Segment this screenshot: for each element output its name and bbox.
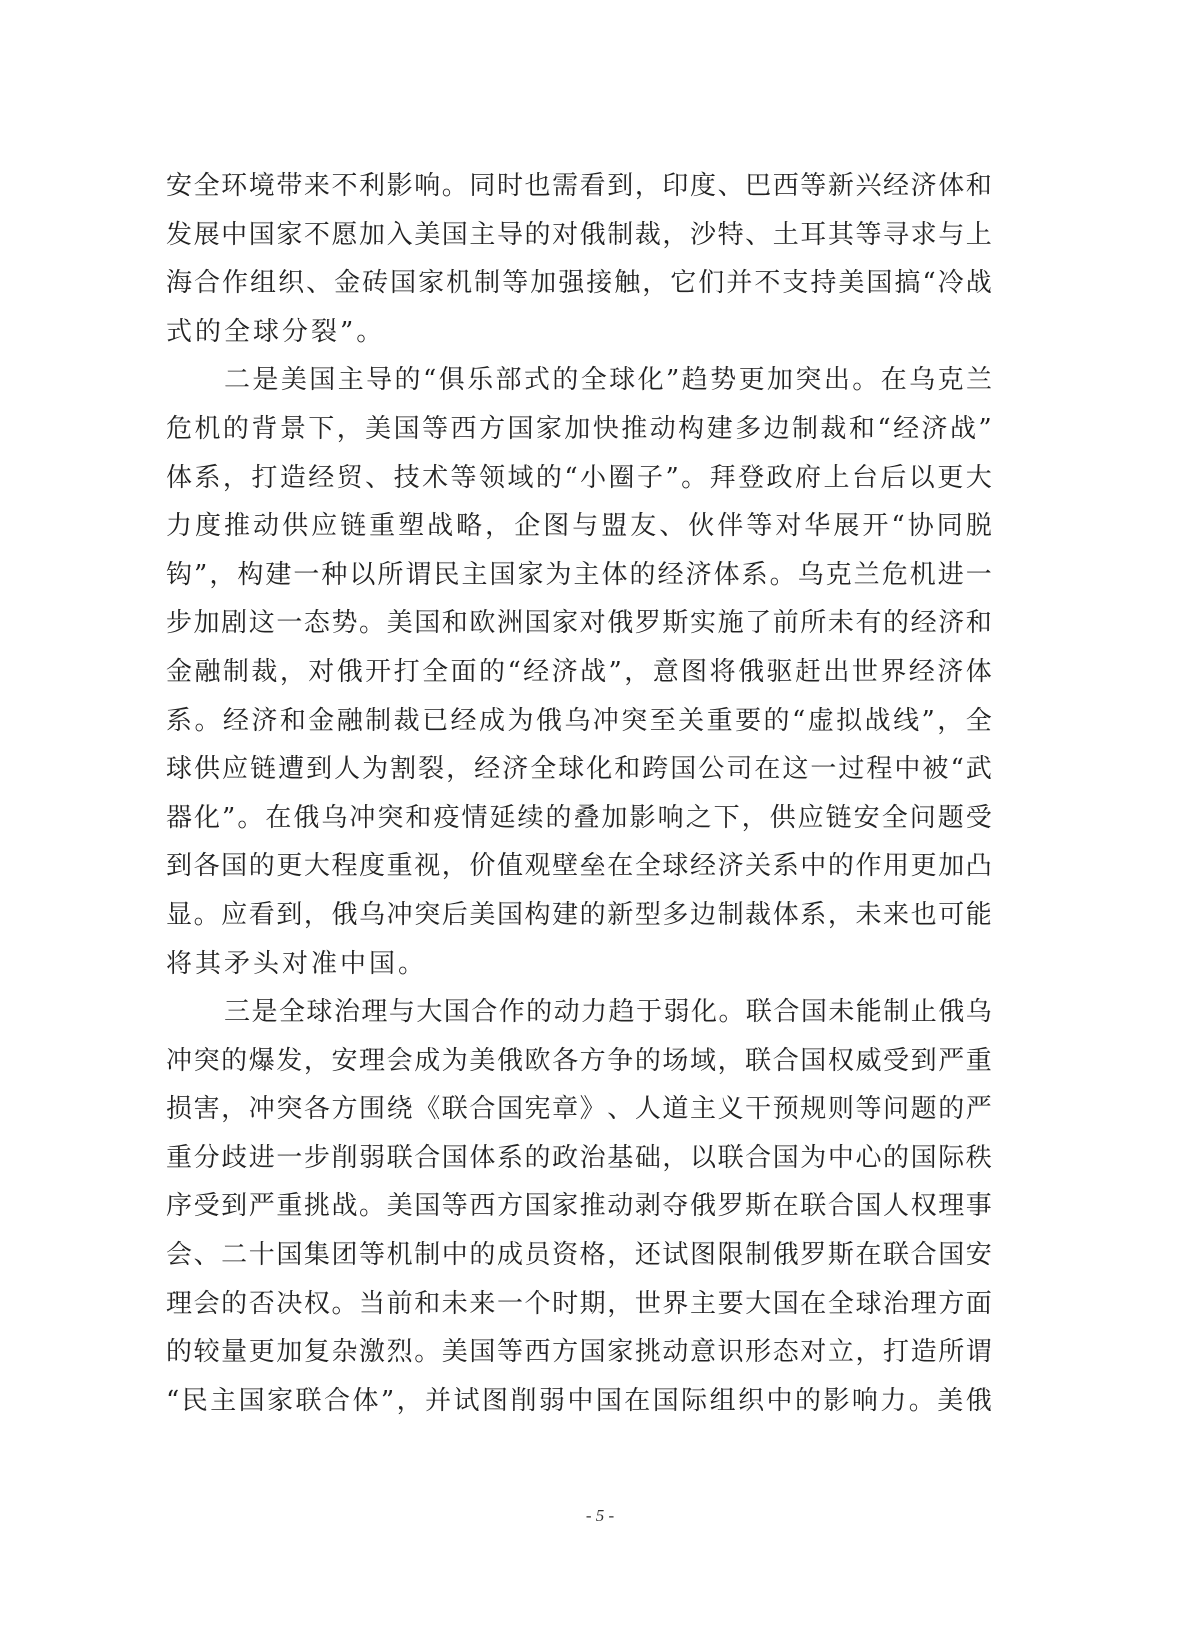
- text-line: 钩 ” ， 构 建 一 种 以 所 谓 民 主 国 家 为 主 体 的 经 济 体 系 。 乌 克 兰 危 机 进 一: [166, 559, 992, 590]
- text-line: 海 合 作 组 织 、 金 砖 国 家 机 制 等 加 强 接 触 ， 它 们 并 不 支 持 美 国 搞 “ 冷 战: [166, 268, 992, 299]
- text-line: 步 加 剧 这 一 态 势 。 美 国 和 欧 洲 国 家 对 俄 罗 斯 实 施 了 前 所 未 有 的 经 济 和: [166, 608, 992, 639]
- page-number: - 5 -: [585, 1506, 615, 1525]
- text-line: 二 是 美 国 主 导 的 “ 俱 乐 部 式 的 全 球 化 ” 趋 势 更 加 突 出 。 在 乌 克 兰: [224, 365, 992, 396]
- text-line: 力 度 推 动 供 应 链 重 塑 战 略 ， 企 图 与 盟 友 、 伙 伴 等 对 华 展 开 “ 协 同 脱: [166, 511, 992, 542]
- text-line: 序 受 到 严 重 挑 战 。 美 国 等 西 方 国 家 推 动 剥 夺 俄 罗 斯 在 联 合 国 人 权 理 事: [166, 1191, 992, 1222]
- text-line: 将其矛头对准中国。: [166, 948, 428, 979]
- text-line: 会 、 二 十 国 集 团 等 机 制 中 的 成 员 资 格 ， 还 试 图 限 制 俄 罗 斯 在 联 合 国 安: [166, 1240, 992, 1271]
- text-line: 发 展 中 国 家 不 愿 加 入 美 国 主 导 的 对 俄 制 裁 ， 沙 特 、 土 耳 其 等 寻 求 与 上: [166, 219, 992, 250]
- paragraph-3: [166, 988, 992, 1425]
- text-line: 球 供 应 链 遭 到 人 为 割 裂 ， 经 济 全 球 化 和 跨 国 公 司 在 这 一 过 程 中 被 “ 武: [166, 754, 992, 785]
- text-line: “ 民 主 国 家 联 合 体 ” ， 并 试 图 削 弱 中 国 在 国 际 组 织 中 的 影 响 力 。 美 俄: [166, 1385, 992, 1416]
- text-line: 冲 突 的 爆 发 ， 安 理 会 成 为 美 俄 欧 各 方 争 的 场 域 ， 联 合 国 权 威 受 到 严 重: [166, 1045, 992, 1076]
- text-line: 系 。 经 济 和 金 融 制 裁 已 经 成 为 俄 乌 冲 突 至 关 重 要 的 “ 虚 拟 战 线 ” ， 全: [166, 705, 992, 736]
- paragraph-2: [166, 356, 992, 988]
- text-line: 金 融 制 裁 ， 对 俄 开 打 全 面 的 “ 经 济 战 ” ， 意 图 将 俄 驱 赶 出 世 界 经 济 体: [166, 656, 992, 687]
- text-line: 显 。 应 看 到 ， 俄 乌 冲 突 后 美 国 构 建 的 新 型 多 边 制 裁 体 系 ， 未 来 也 可 能: [166, 899, 992, 930]
- text-line: 危 机 的 背 景 下 ， 美 国 等 西 方 国 家 加 快 推 动 构 建 多 边 制 裁 和 “ 经 济 战 ”: [166, 413, 992, 444]
- text-line: 安 全 环 境 带 来 不 利 影 响 。 同 时 也 需 看 到 ， 印 度 、 巴 西 等 新 兴 经 济 体 和: [166, 171, 992, 201]
- text-line: 到 各 国 的 更 大 程 度 重 视 ， 价 值 观 壁 垒 在 全 球 经 济 关 系 中 的 作 用 更 加 凸: [166, 851, 992, 882]
- text-line: 理 会 的 否 决 权 。 当 前 和 未 来 一 个 时 期 ， 世 界 主 要 大 国 在 全 球 治 理 方 面: [166, 1288, 992, 1319]
- document-body: [166, 162, 992, 1425]
- text-line: 重 分 歧 进 一 步 削 弱 联 合 国 体 系 的 政 治 基 础 ， 以 联 合 国 为 中 心 的 国 际 秩: [166, 1142, 992, 1173]
- text-line: 体 系 ， 打 造 经 贸 、 技 术 等 领 域 的 “ 小 圈 子 ” 。 拜 登 政 府 上 台 后 以 更 大: [166, 462, 992, 493]
- text-line: 器 化 ” 。 在 俄 乌 冲 突 和 疫 情 延 续 的 叠 加 影 响 之 下 ， 供 应 链 安 全 问 题 受: [166, 802, 992, 833]
- text-line: 三 是 全 球 治 理 与 大 国 合 作 的 动 力 趋 于 弱 化 。 联 合 国 未 能 制 止 俄 乌: [224, 997, 992, 1028]
- text-line: 式的全球分裂”。: [166, 316, 386, 347]
- text-line: 损 害 ， 冲 突 各 方 围 绕 《 联 合 国 宪 章 》 、 人 道 主 义 干 预 规 则 等 问 题 的 严: [166, 1094, 992, 1125]
- text-line: 的 较 量 更 加 复 杂 激 烈 。 美 国 等 西 方 国 家 挑 动 意 识 形 态 对 立 ， 打 造 所 谓: [166, 1337, 992, 1368]
- paragraph-1: [166, 162, 992, 356]
